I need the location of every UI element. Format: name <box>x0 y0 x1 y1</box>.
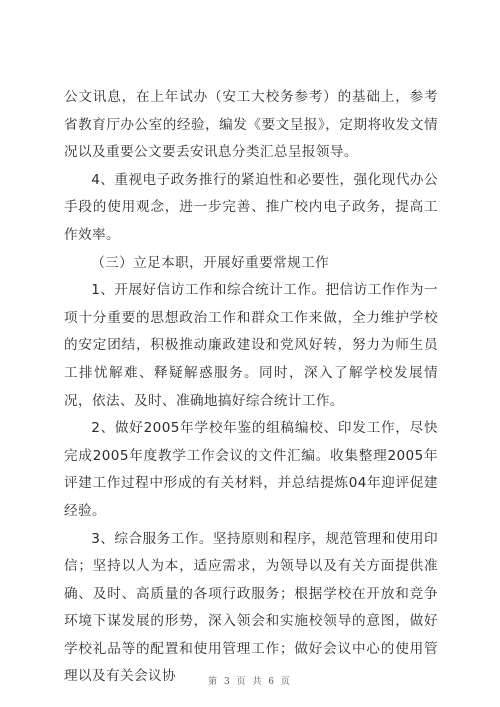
document-body <box>64 84 438 691</box>
paragraph-comprehensive-service: 3、综合服务工作。坚持原则和程序，规范管理和使用印信；坚持以人为本，适应需求，为领导以及有关方面提供准确、及时、高质量的各项行政服务；根据学校在开放和竞争环境下谋发展的形势，深入领会和实施校领导的意图，做好学校礼品等的配置和使用管理工作；做好会议中心的使用管理以及有关会议协 <box>64 530 438 685</box>
paragraph-yearbook: 2、做好2005年学校年鉴的组稿编校、印发工作，尽快完成2005年度教学工作会议的文件汇编。收集整理2005年评建工作过程中形成的有关材料，并总结提炼04年迎评促建经验。 <box>64 420 438 519</box>
paragraph-official-document-info: 公文讯息，在上年试办（安工大校务参考）的基础上，参考省教育厅办公室的经验，编发《要文呈报》，定期将收发文情况以及重要公文要丢安讯息分类汇总呈报领导。 <box>64 89 438 161</box>
page-footer: 第 3 页 共 6 页 <box>208 677 292 687</box>
section-heading: （三）立足本职，开展好重要常规工作 <box>91 254 330 271</box>
paragraph-petition-statistics: 1、开展好信访工作和综合统计工作。把信访工作作为一项十分重要的思想政治工作和群众工作来做，全力维护学校的安定团结，积极推动廉政建设和党风好转，努力为师生员工排忧解难、释疑解惑服务。同时，深入了解学校发展情况，依法、及时、准确地搞好综合统计工作。 <box>64 282 438 409</box>
paragraph-e-government: 4、重视电子政务推行的紧迫性和必要性，强化现代办公手段的使用观念，进一步完善、推广校内电子政务，提高工作效率。 <box>64 171 438 243</box>
